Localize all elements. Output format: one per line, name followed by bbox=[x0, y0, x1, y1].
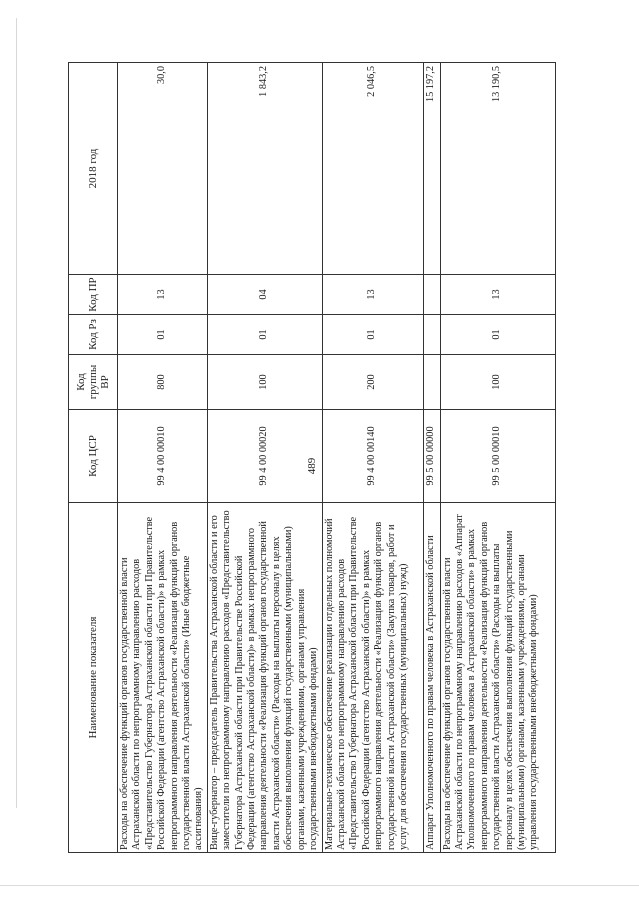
row-pr: 13 bbox=[118, 275, 208, 315]
table-row bbox=[207, 63, 322, 853]
table-header-row bbox=[69, 63, 118, 853]
page-number: 489 bbox=[306, 457, 318, 475]
row-csr: 99 4 00 00140 bbox=[322, 410, 423, 503]
row-vr: 800 bbox=[118, 355, 208, 410]
row-csr: 99 5 00 00010 bbox=[440, 410, 555, 503]
header-name: Наименование показателя bbox=[69, 503, 118, 853]
header-year: 2018 год bbox=[69, 63, 118, 275]
row-vr bbox=[423, 355, 440, 410]
header-csr: Код ЦСР bbox=[69, 410, 118, 503]
row-rz: 01 bbox=[207, 315, 322, 355]
row-pr bbox=[423, 275, 440, 315]
row-pr: 13 bbox=[322, 275, 423, 315]
row-name: Материально-техническое обеспечение реализации отдельных полномочий Астраханской области по непрограммному направлению расходов «Представительство Губернатора Астраханской области при Правительстве Российской Федерации (агентство Астраханской области)» в рамках непрограммного направления деятельности «Реализация функций органов государственной власти Астраханской области» (Закупка товаров, работ и услуг для обеспечения государственных (муниципальных) нужд) bbox=[322, 503, 423, 853]
row-csr: 99 5 00 00000 bbox=[423, 410, 440, 503]
row-rz: 01 bbox=[322, 315, 423, 355]
row-csr: 99 4 00 00020 bbox=[207, 410, 322, 503]
row-value: 13 190,5 bbox=[440, 63, 555, 275]
table-row bbox=[322, 63, 423, 853]
rotated-table-container bbox=[68, 63, 551, 853]
row-name: Расходы на обеспечение функций органов государственной власти Астраханской области по непрограммному направлению расходов «Представительство Губернатора Астраханской области при Правительстве Российской Федерации (агентство Астраханской области)» в рамках непрограммного направления деятельности «Реализация функций органов государственной власти Астраханской области» (Иные бюджетные ассигнования) bbox=[118, 503, 208, 853]
row-rz: 01 bbox=[440, 315, 555, 355]
table-row bbox=[423, 63, 440, 853]
header-rz: Код Рз bbox=[69, 315, 118, 355]
scan-bottom-line bbox=[0, 885, 639, 886]
row-value: 1 843,2 bbox=[207, 63, 322, 275]
row-name: Вице-губернатор – председатель Правительства Астраханской области и его заместители по непрограммному направлению расходов «Представительство Губернатора Астраханской области при Правительстве Российской Федерации (агентство Астраханской области)» в рамках непрограммного направления деятельности «Реализация функций органов государственной власти Астраханской области» (Расходы на выплаты персоналу в целях обеспечения выполнения функций государственными (муниципальными) органами, казенными учреждениями, органами управления государственными внебюджетными фондами) bbox=[207, 503, 322, 853]
row-pr: 13 bbox=[440, 275, 555, 315]
row-pr: 04 bbox=[207, 275, 322, 315]
row-value: 15 197,2 bbox=[423, 63, 440, 275]
row-vr: 100 bbox=[207, 355, 322, 410]
row-rz: 01 bbox=[118, 315, 208, 355]
row-vr: 200 bbox=[322, 355, 423, 410]
table-row bbox=[440, 63, 555, 853]
row-csr: 99 4 00 00010 bbox=[118, 410, 208, 503]
row-value: 30,0 bbox=[118, 63, 208, 275]
row-name: Аппарат Уполномоченного по правам человека в Астраханской области bbox=[423, 503, 440, 853]
row-vr: 100 bbox=[440, 355, 555, 410]
header-pr: Код ПР bbox=[69, 275, 118, 315]
header-vr: Код группы ВР bbox=[69, 355, 118, 410]
budget-table bbox=[68, 62, 556, 853]
row-rz bbox=[423, 315, 440, 355]
table-row bbox=[118, 63, 208, 853]
row-name: Расходы на обеспечение функций органов государственной власти Астраханской области по непрограммному направлению расходов «Аппарат Уполномоченного по правам человека в Астраханской области» в рамках непрограммного направления деятельности «Реализация функций органов государственной власти Астраханской области» (Расходы на выплаты персоналу в целях обеспечения выполнения функций государственными (муниципальными) органами, казенными учреждениями, органами управления государственными внебюджетными фондами) bbox=[440, 503, 555, 853]
row-value: 2 046,5 bbox=[322, 63, 423, 275]
scan-edge-line bbox=[16, 18, 17, 808]
